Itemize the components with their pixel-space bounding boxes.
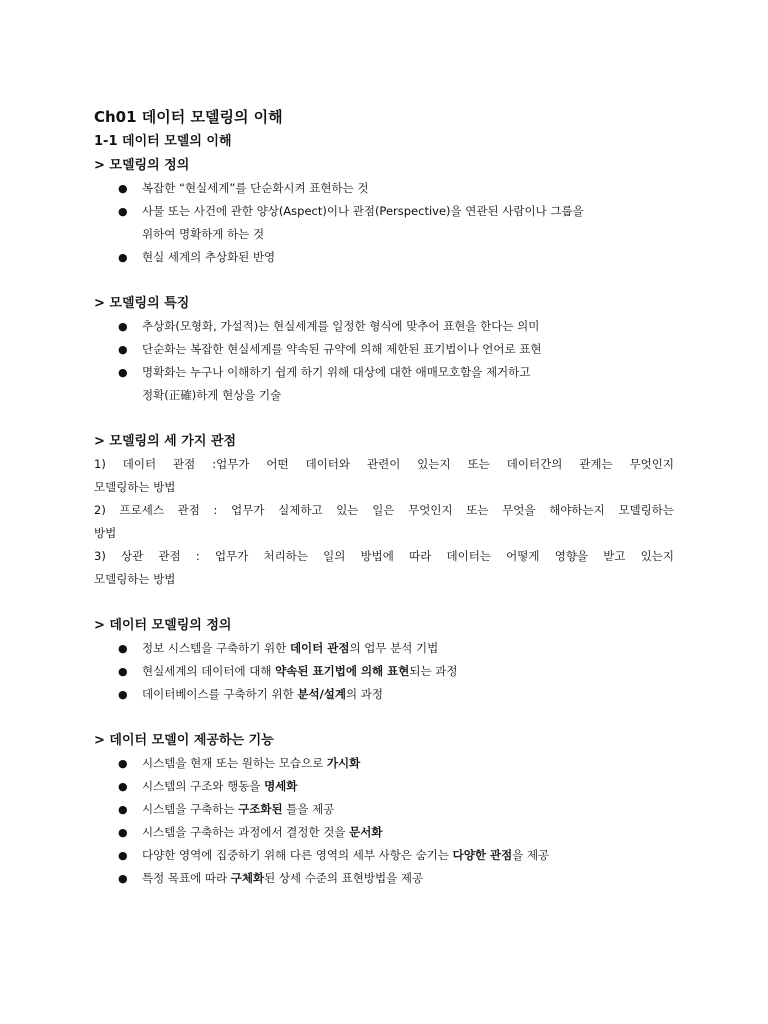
list-item-text: 현실세계의 데이터에 대해 약속된 표기법에 의해 표현되는 과정 [142, 664, 458, 678]
bullet-icon: ● [118, 642, 128, 655]
bullet-icon: ● [118, 665, 128, 678]
list-item [94, 200, 674, 246]
list-item [94, 338, 674, 361]
heading-modeling-definition: > 모델링의 정의 [94, 158, 190, 173]
list-item-text-line-1: 명확화는 누구나 이해하기 쉽게 하기 위해 대상에 대한 애매모호함을 제거하고 [142, 365, 531, 379]
list-item [94, 752, 674, 775]
spacer [94, 407, 674, 430]
list-item-text: 다양한 영역에 집중하기 위해 다른 영역의 세부 사항은 숨기는 다양한 관점을 제공 [142, 848, 550, 862]
list-item-text: 복잡한 “현실세계”를 단순화시켜 표현하는 것 [142, 181, 369, 195]
spacer [94, 706, 674, 729]
bullet-icon: ● [118, 780, 128, 793]
spacer [94, 269, 674, 292]
list-item [94, 683, 674, 706]
list-item-text: 추상화(모형화, 가설적)는 현실세계를 일정한 형식에 맞추어 표현을 한다는 의미 [142, 319, 540, 333]
list-item-text: 현실 세계의 추상화된 반영 [142, 250, 276, 264]
paragraph-line: 1) 데이터 관점 :업무가 어떤 데이터와 관련이 있는지 또는 데이터간의 관계는 무엇인지 [94, 457, 674, 471]
list-item [94, 844, 674, 867]
list-item-text: 특정 목표에 따라 구체화된 상세 수준의 표현방법을 제공 [142, 871, 424, 885]
spacer [94, 591, 674, 614]
list-item-text-line-1: 사물 또는 사건에 관한 양상(Aspect)이나 관점(Perspective)을 연관된 사람이나 그룹을 [142, 204, 584, 218]
list-item [94, 315, 674, 338]
paragraph-line: 모델링하는 방법 [94, 572, 176, 586]
bullet-icon: ● [118, 849, 128, 862]
bullet-icon: ● [118, 803, 128, 816]
bullet-icon: ● [118, 343, 128, 356]
list-item-text: 시스템을 구축하는 과정에서 결정한 것을 문서화 [142, 825, 383, 839]
bullet-icon: ● [118, 182, 128, 195]
chapter-title: Ch01 데이터 모델링의 이해 [94, 108, 283, 126]
bullet-icon: ● [118, 205, 128, 218]
list-item-text: 정보 시스템을 구축하기 위한 데이터 관점의 업무 분석 기법 [142, 641, 439, 655]
paragraph-line: 방법 [94, 526, 117, 540]
bullet-icon: ● [118, 826, 128, 839]
bullet-icon: ● [118, 688, 128, 701]
heading-modeling-characteristics: > 모델링의 특징 [94, 296, 190, 311]
bullet-icon: ● [118, 366, 128, 379]
list-item [94, 660, 674, 683]
bullet-icon: ● [118, 872, 128, 885]
list-item [94, 361, 674, 407]
bullet-icon: ● [118, 320, 128, 333]
list-item-text: 데이터베이스를 구축하기 위한 분석/설계의 과정 [142, 687, 384, 701]
list-item-text-line-2: 위하여 명확하게 하는 것 [142, 227, 265, 241]
bullet-icon: ● [118, 251, 128, 264]
list-item-text: 시스템을 현재 또는 원하는 모습으로 가시화 [142, 756, 361, 770]
list-item [94, 775, 674, 798]
document-page [94, 104, 674, 890]
list-item-text: 시스템을 구축하는 구조화된 틀을 제공 [142, 802, 335, 816]
list-item [94, 177, 674, 200]
list-item [94, 246, 674, 269]
section-title: 1-1 데이터 모델의 이해 [94, 134, 232, 149]
paragraph-line: 모델링하는 방법 [94, 480, 176, 494]
heading-three-perspectives: > 모델링의 세 가지 관점 [94, 434, 237, 449]
paragraph-line: 2) 프로세스 관점 : 업무가 실제하고 있는 일은 무엇인지 또는 무엇을 해야하는지 모델링하는 [94, 503, 674, 517]
list-item [94, 821, 674, 844]
list-item-text: 시스템의 구조와 행동을 명세화 [142, 779, 298, 793]
list-item [94, 637, 674, 660]
list-item-text: 단순화는 복잡한 현실세계를 약속된 규약에 의해 제한된 표기법이나 언어로 표현 [142, 342, 542, 356]
list-item-text-line-2: 정확(正確)하게 현상을 기술 [142, 388, 282, 402]
list-item [94, 867, 674, 890]
bullet-icon: ● [118, 757, 128, 770]
paragraph-line: 3) 상관 관점 : 업무가 처리하는 일의 방법에 따라 데이터는 어떻게 영향을 받고 있는지 [94, 549, 674, 563]
list-item [94, 798, 674, 821]
heading-data-model-functions: > 데이터 모델이 제공하는 기능 [94, 733, 274, 748]
heading-data-modeling-definition: > 데이터 모델링의 정의 [94, 618, 232, 633]
